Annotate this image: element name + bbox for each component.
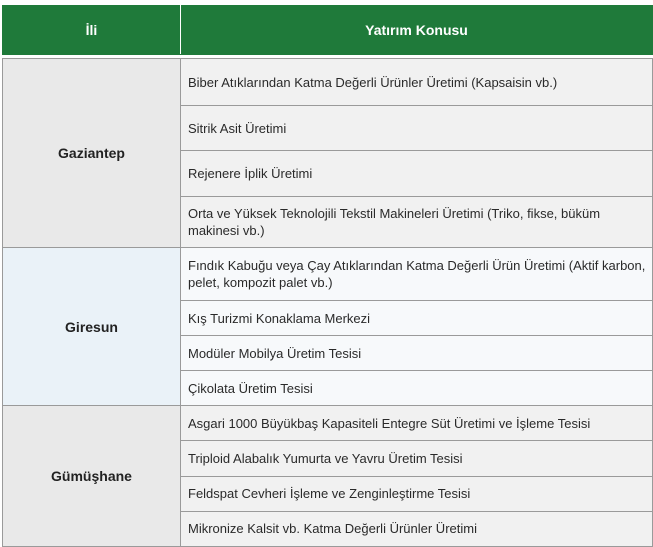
table-row (3, 248, 653, 301)
topic-cell: Modüler Mobilya Üretim Tesisi (181, 336, 653, 371)
header-province: İli (3, 6, 181, 55)
table-header-row (3, 6, 653, 55)
topic-cell: Feldspat Cevheri İşleme ve Zenginleştirme Tesisi (181, 476, 653, 511)
topic-cell: Orta ve Yüksek Teknolojili Tekstil Makineleri Üretimi (Triko, fikse, büküm makinesi vb.) (181, 196, 653, 247)
table-row (3, 406, 653, 441)
topic-cell: Triploid Alabalık Yumurta ve Yavru Üretim Tesisi (181, 441, 653, 476)
topic-cell: Rejenere İplik Üretimi (181, 151, 653, 196)
header-investment-topic: Yatırım Konusu (181, 6, 653, 55)
topic-cell: Asgari 1000 Büyükbaş Kapasiteli Entegre Süt Üretimi ve İşleme Tesisi (181, 406, 653, 441)
topic-cell: Biber Atıklarından Katma Değerli Ürünler Üretimi (Kapsaisin vb.) (181, 59, 653, 106)
topic-cell: Kış Turizmi Konaklama Merkezi (181, 301, 653, 336)
investment-table (2, 5, 653, 547)
province-cell-gumushane: Gümüşhane (3, 406, 181, 547)
province-cell-giresun: Giresun (3, 248, 181, 406)
topic-cell: Sitrik Asit Üretimi (181, 106, 653, 151)
topic-cell: Mikronize Kalsit vb. Katma Değerli Ürünler Üretimi (181, 511, 653, 546)
province-cell-gaziantep: Gaziantep (3, 59, 181, 248)
topic-cell: Fındık Kabuğu veya Çay Atıklarından Katma Değerli Ürün Üretimi (Aktif karbon, pelet, kompozit palet vb.) (181, 248, 653, 301)
table-row (3, 59, 653, 106)
topic-cell: Çikolata Üretim Tesisi (181, 371, 653, 406)
